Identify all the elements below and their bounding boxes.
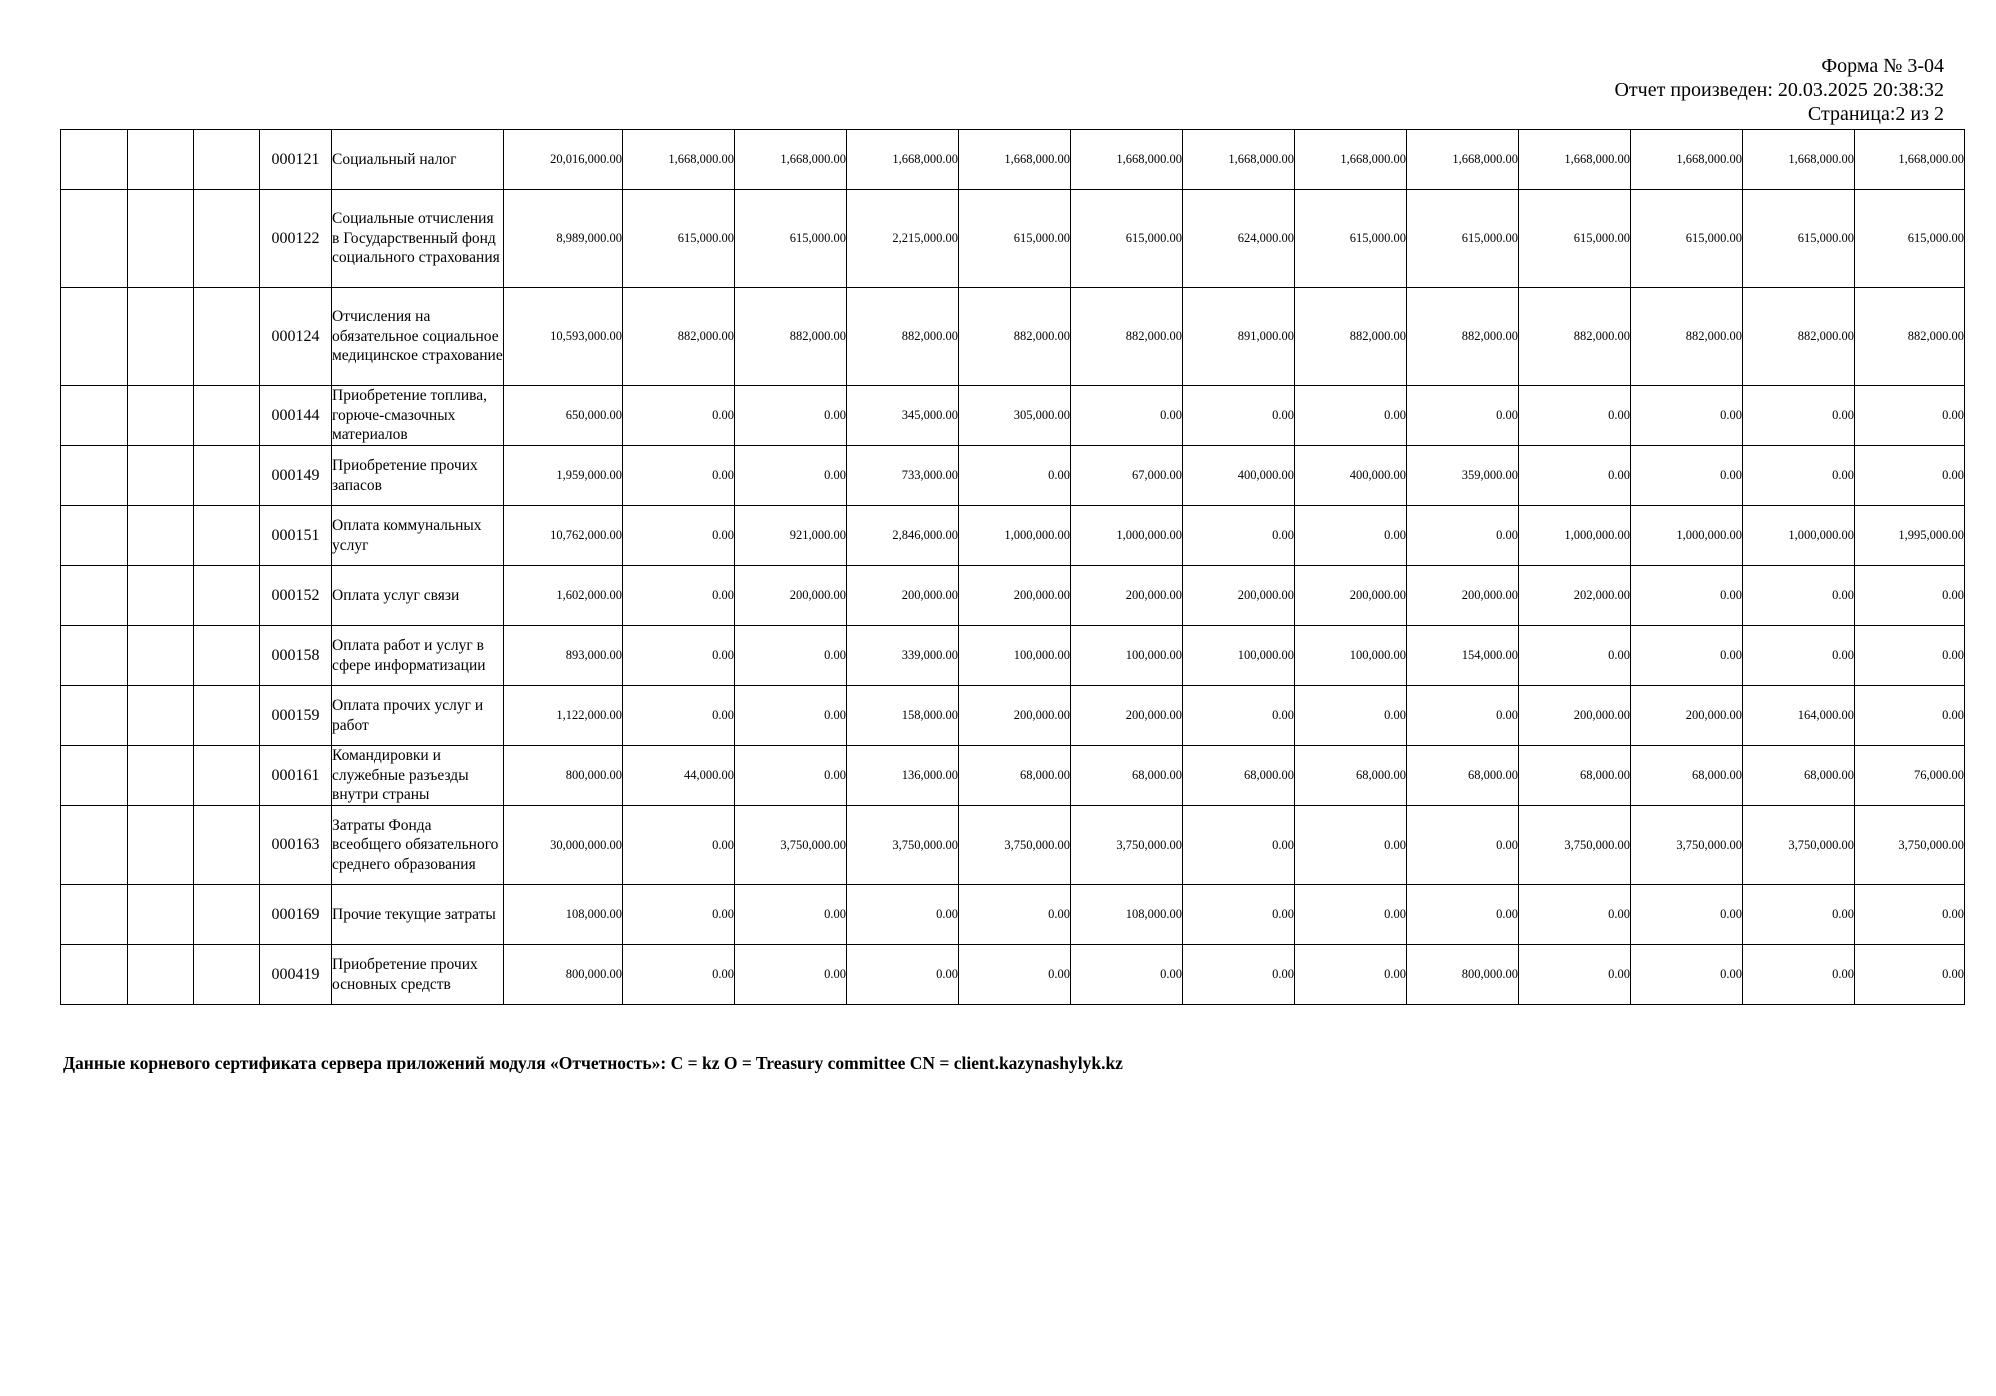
month-value-cell: 0.00 (1631, 386, 1743, 446)
month-value-cell: 1,668,000.00 (623, 130, 735, 190)
month-value-cell: 3,750,000.00 (1743, 806, 1855, 885)
row-code: 000149 (260, 446, 332, 506)
empty-cell (194, 746, 260, 806)
month-value-cell: 882,000.00 (1743, 288, 1855, 386)
table-row (61, 506, 1965, 566)
month-value-cell: 200,000.00 (1519, 686, 1631, 746)
empty-cell (128, 190, 194, 288)
empty-cell (128, 626, 194, 686)
month-value-cell: 882,000.00 (847, 288, 959, 386)
month-value-cell: 0.00 (735, 386, 847, 446)
month-value-cell: 0.00 (1071, 945, 1183, 1005)
month-value-cell: 615,000.00 (1295, 190, 1407, 288)
month-value-cell: 200,000.00 (1295, 566, 1407, 626)
empty-cell (61, 130, 128, 190)
row-code: 000163 (260, 806, 332, 885)
month-value-cell: 0.00 (1631, 626, 1743, 686)
row-code: 000144 (260, 386, 332, 446)
month-value-cell: 67,000.00 (1071, 446, 1183, 506)
month-value-cell: 1,000,000.00 (1743, 506, 1855, 566)
month-value-cell: 1,668,000.00 (959, 130, 1071, 190)
month-value-cell: 733,000.00 (847, 446, 959, 506)
month-value-cell: 0.00 (735, 746, 847, 806)
month-value-cell: 3,750,000.00 (959, 806, 1071, 885)
empty-cell (194, 386, 260, 446)
month-value-cell: 0.00 (1855, 945, 1965, 1005)
month-value-cell: 400,000.00 (1295, 446, 1407, 506)
month-value-cell: 200,000.00 (959, 686, 1071, 746)
month-value-cell: 68,000.00 (1631, 746, 1743, 806)
empty-cell (194, 446, 260, 506)
table-row (61, 885, 1965, 945)
row-name: Оплата прочих услуг и работ (332, 686, 504, 746)
month-value-cell: 68,000.00 (1407, 746, 1519, 806)
month-value-cell: 0.00 (623, 566, 735, 626)
month-value-cell: 882,000.00 (735, 288, 847, 386)
empty-cell (128, 806, 194, 885)
month-value-cell: 1,000,000.00 (1071, 506, 1183, 566)
empty-cell (128, 386, 194, 446)
month-value-cell: 0.00 (1295, 386, 1407, 446)
month-value-cell: 882,000.00 (1519, 288, 1631, 386)
month-value-cell: 0.00 (1743, 626, 1855, 686)
month-value-cell: 1,668,000.00 (1855, 130, 1965, 190)
row-code: 000121 (260, 130, 332, 190)
month-value-cell: 3,750,000.00 (735, 806, 847, 885)
table-row (61, 386, 1965, 446)
month-value-cell: 2,215,000.00 (847, 190, 959, 288)
empty-cell (128, 885, 194, 945)
month-value-cell: 0.00 (1519, 626, 1631, 686)
empty-cell (61, 626, 128, 686)
month-value-cell: 200,000.00 (847, 566, 959, 626)
empty-cell (194, 626, 260, 686)
month-value-cell: 0.00 (1519, 945, 1631, 1005)
month-value-cell: 0.00 (1855, 686, 1965, 746)
month-value-cell: 68,000.00 (1183, 746, 1295, 806)
table-row (61, 566, 1965, 626)
empty-cell (128, 130, 194, 190)
empty-cell (194, 806, 260, 885)
month-value-cell: 615,000.00 (1743, 190, 1855, 288)
month-value-cell: 0.00 (1071, 386, 1183, 446)
month-value-cell: 0.00 (1183, 806, 1295, 885)
month-value-cell: 0.00 (1855, 885, 1965, 945)
month-value-cell: 0.00 (735, 885, 847, 945)
month-value-cell: 882,000.00 (623, 288, 735, 386)
month-value-cell: 0.00 (1519, 386, 1631, 446)
month-value-cell: 1,668,000.00 (1183, 130, 1295, 190)
row-name: Отчисления на обязательное социальное медицинское страхование (332, 288, 504, 386)
table-row (61, 686, 1965, 746)
row-code: 000419 (260, 945, 332, 1005)
month-value-cell: 305,000.00 (959, 386, 1071, 446)
month-value-cell: 0.00 (623, 945, 735, 1005)
month-value-cell: 68,000.00 (1519, 746, 1631, 806)
month-value-cell: 882,000.00 (1295, 288, 1407, 386)
month-value-cell: 0.00 (1407, 806, 1519, 885)
month-value-cell: 68,000.00 (959, 746, 1071, 806)
month-value-cell: 0.00 (1407, 386, 1519, 446)
month-value-cell: 0.00 (1407, 506, 1519, 566)
month-value-cell: 0.00 (623, 446, 735, 506)
row-name: Социальный налог (332, 130, 504, 190)
month-value-cell: 624,000.00 (1183, 190, 1295, 288)
empty-cell (128, 506, 194, 566)
empty-cell (61, 686, 128, 746)
month-value-cell: 100,000.00 (1295, 626, 1407, 686)
month-value-cell: 882,000.00 (1071, 288, 1183, 386)
month-value-cell: 0.00 (1631, 945, 1743, 1005)
month-value-cell: 615,000.00 (1855, 190, 1965, 288)
empty-cell (61, 885, 128, 945)
month-value-cell: 0.00 (1743, 566, 1855, 626)
empty-cell (61, 566, 128, 626)
table-row (61, 945, 1965, 1005)
month-value-cell: 1,000,000.00 (959, 506, 1071, 566)
form-number: Форма № 3-04 (1821, 55, 1944, 77)
empty-cell (194, 945, 260, 1005)
month-value-cell: 0.00 (1295, 885, 1407, 945)
row-code: 000159 (260, 686, 332, 746)
month-value-cell: 0.00 (1295, 506, 1407, 566)
row-code: 000152 (260, 566, 332, 626)
row-name: Приобретение прочих запасов (332, 446, 504, 506)
table-row (61, 446, 1965, 506)
month-value-cell: 0.00 (1183, 386, 1295, 446)
empty-cell (194, 686, 260, 746)
row-name: Прочие текущие затраты (332, 885, 504, 945)
month-value-cell: 0.00 (847, 885, 959, 945)
row-name: Затраты Фонда всеобщего обязательного среднего образования (332, 806, 504, 885)
annual-total-cell: 893,000.00 (504, 626, 623, 686)
month-value-cell: 108,000.00 (1071, 885, 1183, 945)
empty-cell (194, 506, 260, 566)
month-value-cell: 200,000.00 (1183, 566, 1295, 626)
report-header (1614, 54, 1944, 126)
month-value-cell: 0.00 (1183, 885, 1295, 945)
table-row (61, 806, 1965, 885)
table-row (61, 130, 1965, 190)
row-code: 000169 (260, 885, 332, 945)
month-value-cell: 0.00 (1631, 566, 1743, 626)
month-value-cell: 882,000.00 (1855, 288, 1965, 386)
empty-cell (194, 190, 260, 288)
month-value-cell: 68,000.00 (1743, 746, 1855, 806)
table-row (61, 288, 1965, 386)
month-value-cell: 1,668,000.00 (847, 130, 959, 190)
month-value-cell: 882,000.00 (1631, 288, 1743, 386)
empty-cell (61, 446, 128, 506)
row-code: 000122 (260, 190, 332, 288)
empty-cell (128, 945, 194, 1005)
month-value-cell: 0.00 (1743, 446, 1855, 506)
annual-total-cell: 1,122,000.00 (504, 686, 623, 746)
month-value-cell: 68,000.00 (1071, 746, 1183, 806)
month-value-cell: 0.00 (1743, 885, 1855, 945)
empty-cell (128, 446, 194, 506)
month-value-cell: 0.00 (1743, 386, 1855, 446)
row-code: 000161 (260, 746, 332, 806)
month-value-cell: 882,000.00 (1407, 288, 1519, 386)
month-value-cell: 1,668,000.00 (735, 130, 847, 190)
row-code: 000158 (260, 626, 332, 686)
row-name: Оплата работ и услуг в сфере информатизации (332, 626, 504, 686)
month-value-cell: 400,000.00 (1183, 446, 1295, 506)
empty-cell (194, 130, 260, 190)
month-value-cell: 0.00 (1183, 686, 1295, 746)
month-value-cell: 1,668,000.00 (1519, 130, 1631, 190)
row-code: 000124 (260, 288, 332, 386)
month-value-cell: 136,000.00 (847, 746, 959, 806)
month-value-cell: 0.00 (959, 885, 1071, 945)
month-value-cell: 200,000.00 (1071, 686, 1183, 746)
month-value-cell: 1,995,000.00 (1855, 506, 1965, 566)
empty-cell (61, 746, 128, 806)
month-value-cell: 1,000,000.00 (1519, 506, 1631, 566)
month-value-cell: 0.00 (1183, 506, 1295, 566)
month-value-cell: 0.00 (735, 626, 847, 686)
month-value-cell: 0.00 (1631, 446, 1743, 506)
month-value-cell: 100,000.00 (1183, 626, 1295, 686)
row-code: 000151 (260, 506, 332, 566)
month-value-cell: 158,000.00 (847, 686, 959, 746)
month-value-cell: 0.00 (735, 446, 847, 506)
month-value-cell: 0.00 (959, 945, 1071, 1005)
empty-cell (194, 288, 260, 386)
month-value-cell: 100,000.00 (959, 626, 1071, 686)
empty-cell (128, 566, 194, 626)
annual-total-cell: 10,762,000.00 (504, 506, 623, 566)
row-name: Приобретение топлива, горюче-смазочных материалов (332, 386, 504, 446)
month-value-cell: 0.00 (623, 885, 735, 945)
empty-cell (194, 885, 260, 945)
month-value-cell: 615,000.00 (1407, 190, 1519, 288)
month-value-cell: 615,000.00 (623, 190, 735, 288)
row-name: Оплата услуг связи (332, 566, 504, 626)
month-value-cell: 0.00 (1855, 566, 1965, 626)
month-value-cell: 0.00 (1407, 686, 1519, 746)
month-value-cell: 3,750,000.00 (1071, 806, 1183, 885)
month-value-cell: 345,000.00 (847, 386, 959, 446)
month-value-cell: 2,846,000.00 (847, 506, 959, 566)
annual-total-cell: 30,000,000.00 (504, 806, 623, 885)
row-name: Командировки и служебные разъезды внутри страны (332, 746, 504, 806)
month-value-cell: 0.00 (1855, 386, 1965, 446)
month-value-cell: 882,000.00 (959, 288, 1071, 386)
month-value-cell: 0.00 (1295, 945, 1407, 1005)
table-row (61, 190, 1965, 288)
month-value-cell: 615,000.00 (1519, 190, 1631, 288)
month-value-cell: 0.00 (623, 386, 735, 446)
month-value-cell: 359,000.00 (1407, 446, 1519, 506)
row-name: Оплата коммунальных услуг (332, 506, 504, 566)
month-value-cell: 0.00 (735, 686, 847, 746)
month-value-cell: 68,000.00 (1295, 746, 1407, 806)
month-value-cell: 200,000.00 (735, 566, 847, 626)
month-value-cell: 1,668,000.00 (1631, 130, 1743, 190)
month-value-cell: 1,668,000.00 (1407, 130, 1519, 190)
month-value-cell: 3,750,000.00 (847, 806, 959, 885)
annual-total-cell: 800,000.00 (504, 746, 623, 806)
month-value-cell: 200,000.00 (1631, 686, 1743, 746)
month-value-cell: 339,000.00 (847, 626, 959, 686)
page-number: Страница:2 из 2 (1807, 103, 1944, 125)
month-value-cell: 0.00 (735, 945, 847, 1005)
month-value-cell: 3,750,000.00 (1631, 806, 1743, 885)
month-value-cell: 202,000.00 (1519, 566, 1631, 626)
month-value-cell: 0.00 (623, 686, 735, 746)
table-row (61, 746, 1965, 806)
month-value-cell: 3,750,000.00 (1519, 806, 1631, 885)
empty-cell (128, 686, 194, 746)
row-name: Социальные отчисления в Государственный фонд социального страхования (332, 190, 504, 288)
empty-cell (61, 806, 128, 885)
certificate-info: Данные корневого сертификата сервера приложений модуля «Отчетность»: C = kz O = Treasury committee CN = client.kazynashylyk.kz (63, 1053, 1123, 1073)
row-name: Приобретение прочих основных средств (332, 945, 504, 1005)
empty-cell (128, 288, 194, 386)
month-value-cell: 164,000.00 (1743, 686, 1855, 746)
table-row (61, 626, 1965, 686)
month-value-cell: 0.00 (1855, 626, 1965, 686)
month-value-cell: 44,000.00 (623, 746, 735, 806)
month-value-cell: 0.00 (847, 945, 959, 1005)
month-value-cell: 0.00 (623, 626, 735, 686)
month-value-cell: 0.00 (1519, 885, 1631, 945)
empty-cell (61, 288, 128, 386)
month-value-cell: 0.00 (1519, 446, 1631, 506)
month-value-cell: 200,000.00 (1071, 566, 1183, 626)
month-value-cell: 1,000,000.00 (1631, 506, 1743, 566)
month-value-cell: 1,668,000.00 (1295, 130, 1407, 190)
month-value-cell: 0.00 (1855, 446, 1965, 506)
month-value-cell: 0.00 (623, 506, 735, 566)
month-value-cell: 891,000.00 (1183, 288, 1295, 386)
month-value-cell: 0.00 (959, 446, 1071, 506)
annual-total-cell: 1,959,000.00 (504, 446, 623, 506)
month-value-cell: 0.00 (1407, 885, 1519, 945)
month-value-cell: 800,000.00 (1407, 945, 1519, 1005)
month-value-cell: 615,000.00 (735, 190, 847, 288)
month-value-cell: 615,000.00 (1631, 190, 1743, 288)
annual-total-cell: 650,000.00 (504, 386, 623, 446)
empty-cell (61, 945, 128, 1005)
month-value-cell: 0.00 (1631, 885, 1743, 945)
month-value-cell: 615,000.00 (1071, 190, 1183, 288)
month-value-cell: 0.00 (1183, 945, 1295, 1005)
empty-cell (61, 386, 128, 446)
month-value-cell: 154,000.00 (1407, 626, 1519, 686)
annual-total-cell: 1,602,000.00 (504, 566, 623, 626)
month-value-cell: 1,668,000.00 (1071, 130, 1183, 190)
month-value-cell: 0.00 (623, 806, 735, 885)
empty-cell (61, 190, 128, 288)
annual-total-cell: 108,000.00 (504, 885, 623, 945)
month-value-cell: 0.00 (1743, 945, 1855, 1005)
month-value-cell: 615,000.00 (959, 190, 1071, 288)
empty-cell (61, 506, 128, 566)
month-value-cell: 921,000.00 (735, 506, 847, 566)
empty-cell (194, 566, 260, 626)
generated-timestamp: Отчет произведен: 20.03.2025 20:38:32 (1614, 79, 1944, 101)
month-value-cell: 100,000.00 (1071, 626, 1183, 686)
annual-total-cell: 20,016,000.00 (504, 130, 623, 190)
month-value-cell: 0.00 (1295, 686, 1407, 746)
month-value-cell: 200,000.00 (1407, 566, 1519, 626)
annual-total-cell: 8,989,000.00 (504, 190, 623, 288)
empty-cell (128, 746, 194, 806)
month-value-cell: 76,000.00 (1855, 746, 1965, 806)
month-value-cell: 0.00 (1295, 806, 1407, 885)
annual-total-cell: 800,000.00 (504, 945, 623, 1005)
month-value-cell: 200,000.00 (959, 566, 1071, 626)
month-value-cell: 1,668,000.00 (1743, 130, 1855, 190)
report-table (60, 129, 1965, 1005)
month-value-cell: 3,750,000.00 (1855, 806, 1965, 885)
annual-total-cell: 10,593,000.00 (504, 288, 623, 386)
